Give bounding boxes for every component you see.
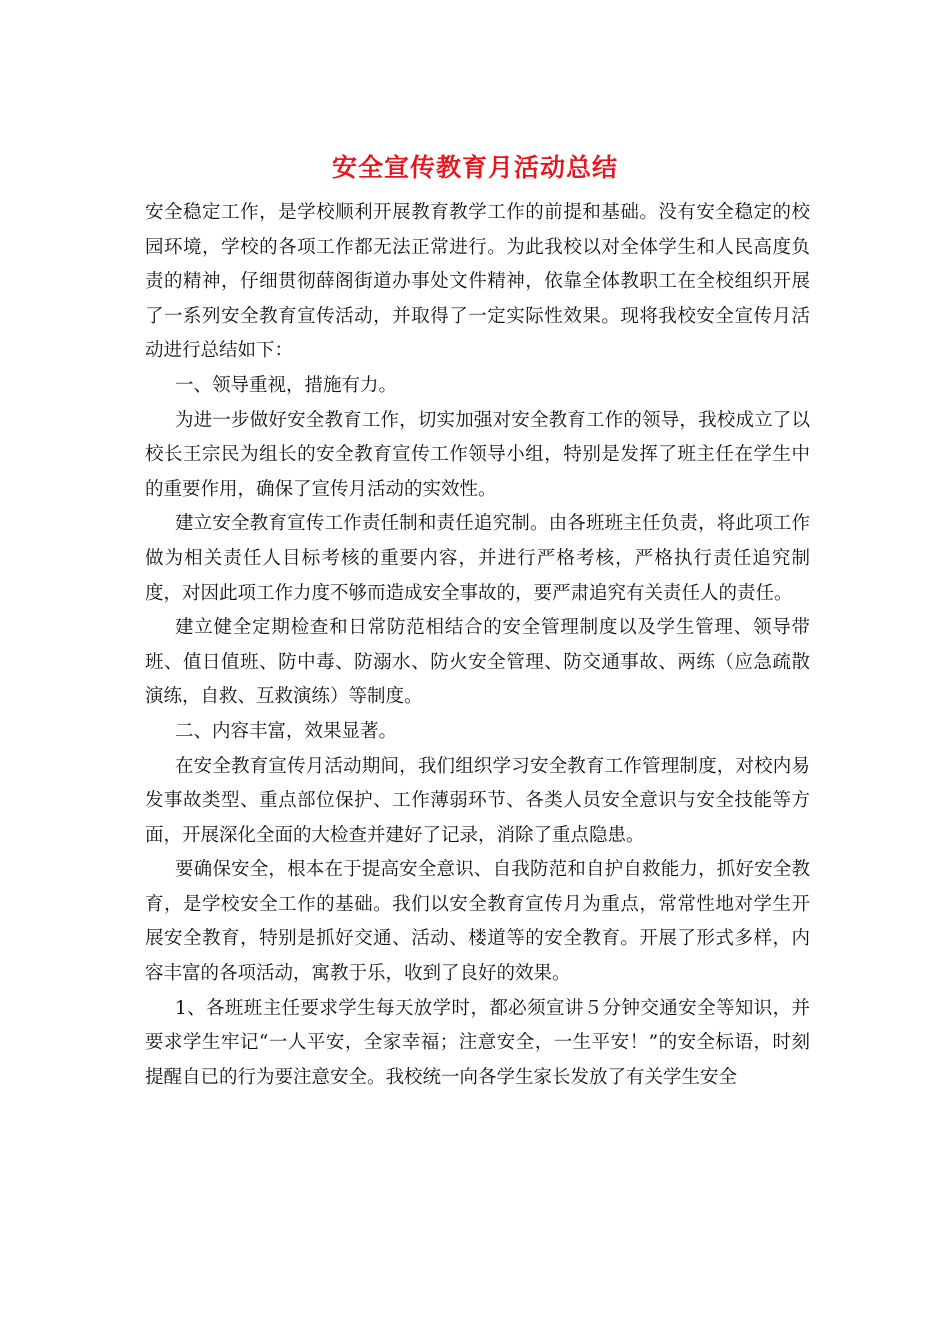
paragraph-intro: 安全稳定工作，是学校顺利开展教育教学工作的前提和基础。没有安全稳定的校园环境，学校的各项工作都无法正常进行。为此我校以对全体学生和人民高度负责的精神，仔细贯彻薛阁街道办事处文件精神，依靠全体教职工在全校组织开展了一系列安全教育宣传活动，并取得了一定实际性效果。现将我校安全宣传月活动进行总结如下： <box>145 202 810 362</box>
section-heading-1: 一、领导重视，措施有力。 <box>175 374 398 396</box>
paragraph: 建立安全教育宣传工作责任制和责任追究制。由各班班主任负责，将此项工作做为相关责任人目标考核的重要内容，并进行严格考核，严格执行责任追究制度，对因此项工作力度不够而造成安全事故的，要严肃追究有关责任人的责任。 <box>145 513 810 604</box>
document-body <box>145 196 810 1095</box>
paragraph: 为进一步做好安全教育工作，切实加强对安全教育工作的领导，我校成立了以校长王宗民为组长的安全教育宣传工作领导小组，特别是发挥了班主任在学生中的重要作用，确保了宣传月活动的实效性。 <box>145 409 810 500</box>
document-title: 安全宣传教育月活动总结 <box>331 153 618 182</box>
paragraph: 要确保安全，根本在于提高安全意识、自我防范和自护自救能力，抓好安全教育，是学校安全工作的基础。我们以安全教育宣传月为重点，常常性地对学生开展安全教育，特别是抓好交通、活动、楼道等的安全教育。开展了形式多样，内容丰富的各项活动，寓教于乐，收到了良好的效果。 <box>145 859 810 985</box>
paragraph: 建立健全定期检查和日常防范相结合的安全管理制度以及学生管理、领导带班、值日值班、防中毒、防溺水、防火安全管理、防交通事故、两练（应急疏散演练，自救、互救演练）等制度。 <box>145 617 810 708</box>
section-heading-2: 二、内容丰富，效果显著。 <box>175 720 398 742</box>
paragraph: 在安全教育宣传月活动期间，我们组织学习安全教育工作管理制度，对校内易发事故类型、重点部位保护、工作薄弱环节、各类人员安全意识与安全技能等方面，开展深化全面的大检查并建好了记录，消除了重点隐患。 <box>145 755 810 846</box>
paragraph: 1、各班班主任要求学生每天放学时，都必须宣讲５分钟交通安全等知识，并要求学生牢记“一人平安，全家幸福；注意安全，一生平安！”的安全标语，时刻提醒自已的行为要注意安全。我校统一向各学生家长发放了有关学生安全 <box>145 997 810 1088</box>
